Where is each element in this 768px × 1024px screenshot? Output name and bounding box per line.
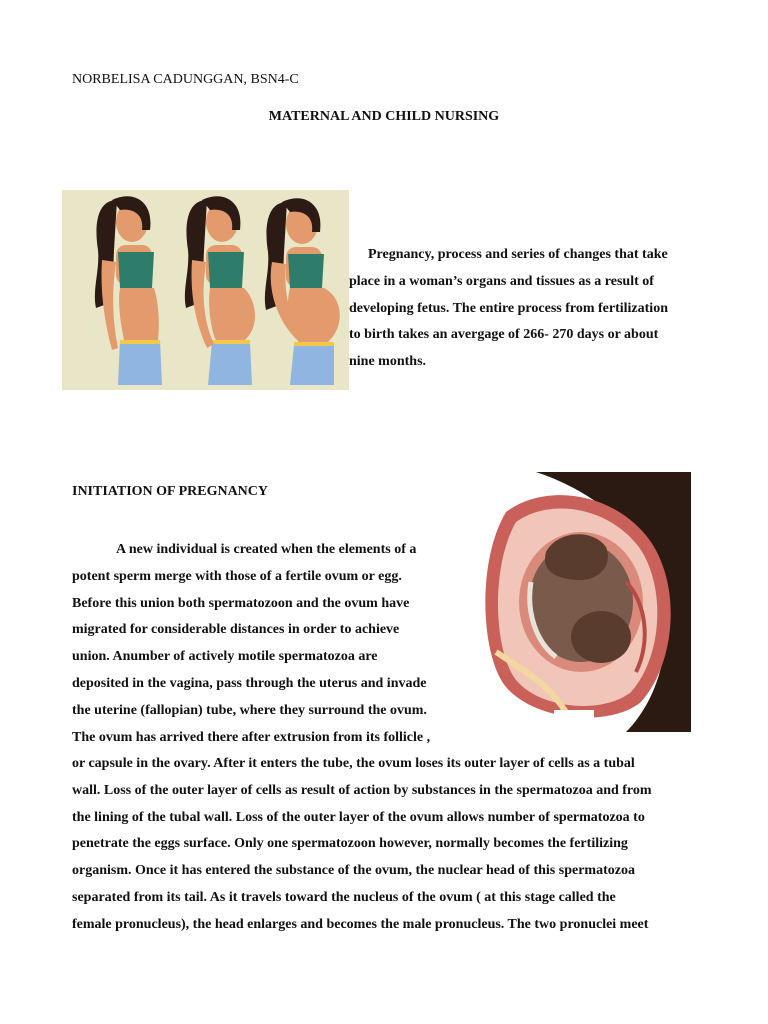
body-line: or capsule in the ovary. After it enters the tube, the ovum loses its outer layer of cells as a tubal	[72, 756, 635, 771]
body-line: the uterine (fallopian) tube, where they surround the ovum.	[72, 702, 427, 718]
author-line: NORBELISA CADUNGGAN, BSN4-C	[72, 72, 299, 87]
body-line: penetrate the eggs surface. Only one spermatozoon however, normally becomes the fertilizing	[72, 836, 628, 852]
intro-line: developing fetus. The entire process from fertilization	[349, 300, 668, 316]
body-line: organism. Once it has entered the substance of the ovum, the nuclear head of this spermatozoa	[72, 863, 635, 879]
body-line: A new individual is created when the elements of a	[116, 542, 417, 557]
body-line: wall. Loss of the outer layer of cells as result of action by substances in the spermatozoa and from	[72, 782, 652, 798]
body-line: separated from its tail. As it travels toward the nucleus of the ovum ( at this stage called the	[72, 889, 616, 905]
intro-paragraph	[349, 242, 699, 376]
document-title: MATERNAL AND CHILD NURSING	[268, 109, 500, 124]
section-heading: INITIATION OF PREGNANCY	[72, 484, 269, 499]
body-line: deposited in the vagina, pass through the uterus and invade	[72, 675, 427, 691]
body-line: Before this union both spermatozoon and the ovum have	[72, 595, 410, 611]
intro-line: to birth takes an avergage of 266- 270 days or about	[349, 327, 659, 343]
body-paragraph-narrow	[72, 537, 472, 751]
intro-line: nine months.	[349, 354, 427, 370]
intro-line: place in a woman’s organs and tissues as a result of	[349, 273, 654, 289]
body-line: the lining of the tubal wall. Loss of the outer layer of the ovum allows number of spermatozoa to	[72, 809, 645, 825]
fetus-in-uterus-image	[476, 472, 691, 732]
body-line: potent sperm merge with those of a fertile ovum or egg.	[72, 568, 402, 584]
body-line: female pronucleus), the head enlarges and becomes the male pronucleus. The two pronuclei meet	[72, 916, 649, 932]
body-paragraph-wide	[72, 751, 702, 939]
body-line: The ovum has arrived there after extrusion from its follicle ,	[72, 729, 431, 745]
intro-line: Pregnancy, process and series of changes that take	[368, 247, 668, 262]
pregnancy-stages-image	[62, 190, 349, 390]
body-line: migrated for considerable distances in order to achieve	[72, 622, 400, 638]
body-line: union. Anumber of actively motile spermatozoa are	[72, 649, 378, 665]
